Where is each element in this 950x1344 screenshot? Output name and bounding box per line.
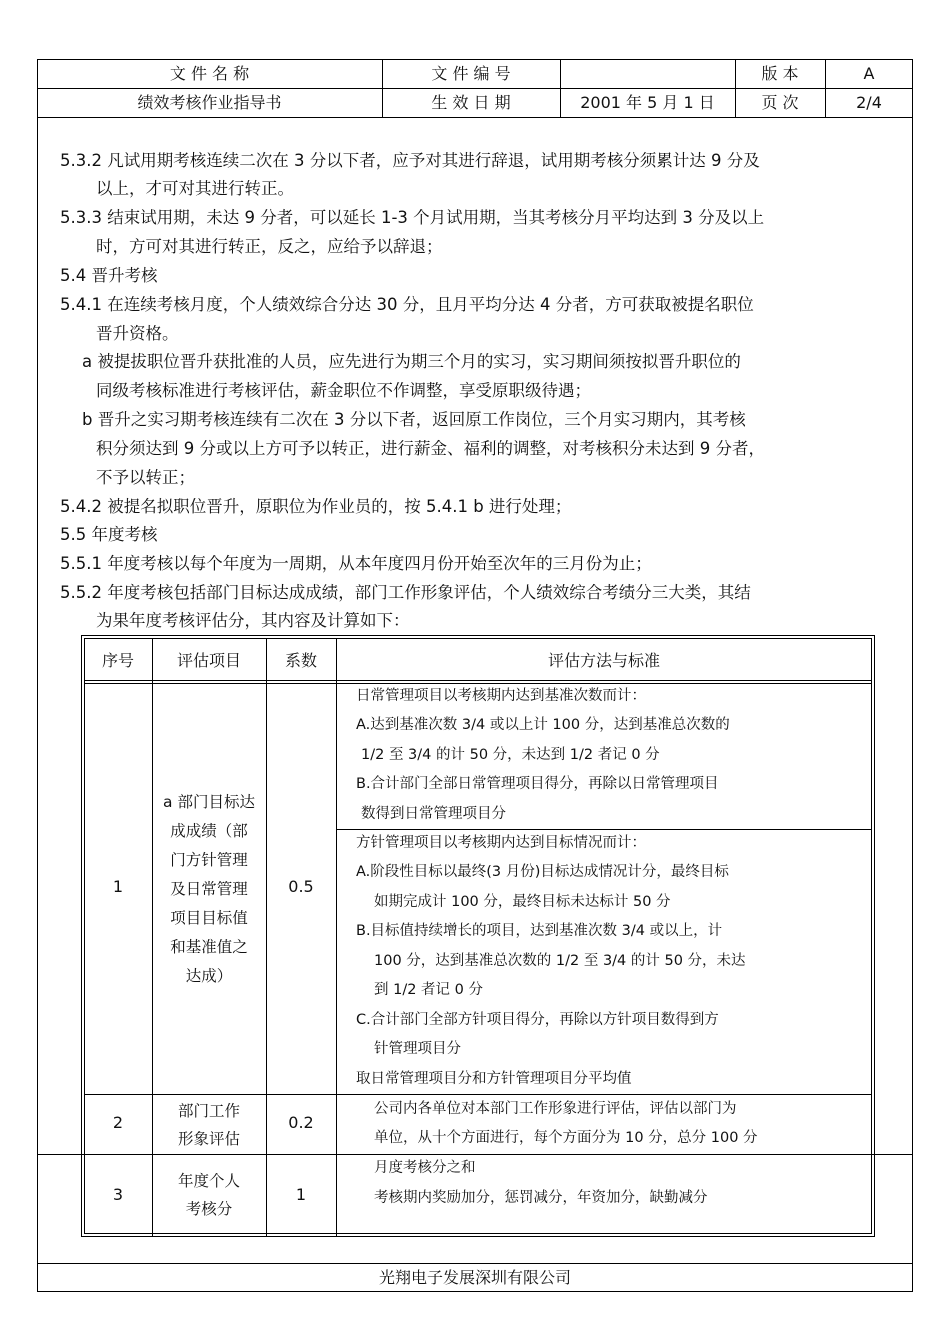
row1-policy-4: 100 分，达到基准总次数的 1/2 至 3/4 的计 50 分，未达 [374, 953, 746, 969]
clause-5-5-2-cont: 为果年度考核评估分，其内容及计算如下： [96, 611, 410, 630]
file-no-label: 文 件 编 号 [431, 64, 511, 83]
row1-daily-0: 日常管理项目以考核期内达到基准次数而计： [356, 688, 646, 704]
section-5-5-heading: 5.5 年度考核 [60, 525, 158, 544]
row1-policy-2: 如期完成计 100 分，最终目标未达标计 50 分 [374, 894, 671, 910]
clause-5-3-2-cont: 以上，才可对其进行转正。 [96, 179, 294, 198]
row1-policy-7: 针管理项目分 [374, 1041, 461, 1057]
row3-no: 3 [112, 1185, 124, 1204]
clause-5-4-1-a-cont: 同级考核标准进行考核评估，薪金职位不作调整，享受原职级待遇； [96, 381, 591, 400]
row1-daily-4: 数得到日常管理项目分 [361, 806, 506, 822]
row2-no: 2 [112, 1113, 124, 1132]
section-5-4-heading: 5.4 晋升考核 [60, 266, 158, 285]
row2-item: 部门工作 形象评估 [177, 1102, 240, 1148]
col-header-no: 序号 [101, 651, 134, 670]
clause-5-3-3-cont: 时，方可对其进行转正，反之，应给予以辞退； [96, 237, 443, 256]
row1-daily-3: B.合计部门全部日常管理项目得分，再除以日常管理项目 [356, 776, 719, 792]
clause-5-4-1-cont: 晋升资格。 [96, 324, 179, 343]
clause-5-4-1-b: b 晋升之实习期考核连续有二次在 3 分以下者，返回原工作岗位，三个月实习期内，其考核 [82, 410, 746, 429]
row1-policy-8: 取日常管理项目分和方针管理项目分平均值 [356, 1071, 632, 1087]
page-label: 页 次 [761, 93, 799, 112]
clause-5-4-2: 5.4.2 被提名拟职位晋升，原职位为作业员的，按 5.4.1 b 进行处理； [60, 497, 572, 516]
version-value: A [863, 64, 875, 83]
file-name-label: 文 件 名 称 [169, 64, 250, 83]
col-header-coef: 系数 [284, 651, 317, 670]
row1-no: 1 [112, 877, 124, 896]
version-label: 版 本 [761, 64, 799, 83]
row1-policy-1: A.阶段性目标以最终(3 月份)目标达成情况计分，最终目标 [356, 864, 729, 880]
row1-item: a 部门目标达 成成绩（部 门方针管理 及日常管理 项目目标值 和基准值之 达成） [163, 793, 255, 985]
row3-method-0: 月度考核分之和 [374, 1160, 476, 1176]
row3-coef: 1 [295, 1185, 307, 1204]
row1-daily-1: A.达到基准次数 3/4 或以上计 100 分，达到基准总次数的 [356, 717, 730, 733]
row3-item: 年度个人 考核分 [177, 1172, 240, 1218]
row1-policy-6: C.合计部门全部方针项目得分，再除以方针项目数得到方 [356, 1012, 719, 1028]
row1-policy-5: 到 1/2 者记 0 分 [374, 982, 483, 998]
row2-method-1: 单位，从十个方面进行，每个方面分为 10 分，总分 100 分 [374, 1130, 758, 1146]
clause-5-5-2: 5.5.2 年度考核包括部门目标达成成绩，部门工作形象评估，个人绩效综合考绩分三大类，其结 [60, 583, 751, 602]
clause-5-3-2: 5.3.2 凡试用期考核连续二次在 3 分以下者，应予对其进行辞退，试用期考核分须累计达 9 分及 [60, 151, 760, 170]
clause-5-3-3: 5.3.3 结束试用期，未达 9 分者，可以延长 1-3 个月试用期，当其考核分月平均达到 3 分及以上 [60, 208, 765, 227]
clause-5-4-1-b-cont2: 不予以转正； [96, 468, 195, 487]
row2-coef: 0.2 [288, 1113, 314, 1132]
row3-method-1: 考核期内奖励加分，惩罚减分，年资加分，缺勤减分 [374, 1190, 708, 1206]
clause-5-4-1-a: a 被提拔职位晋升获批准的人员，应先进行为期三个月的实习，实习期间须按拟晋升职位的 [82, 352, 741, 371]
footer-divider [37, 1263, 913, 1264]
effective-date-label: 生 效 日 期 [431, 93, 511, 112]
clause-5-4-1: 5.4.1 在连续考核月度，个人绩效综合分达 30 分，且月平均分达 4 分者，方可获取被提名职位 [60, 295, 754, 314]
row1-policy-3: B.目标值持续增长的项目，达到基准次数 3/4 或以上，计 [356, 923, 723, 939]
col-header-item: 评估项目 [176, 651, 241, 670]
clause-5-5-1: 5.5.1 年度考核以每个年度为一周期，从本年度四月份开始至次年的三月份为止； [60, 554, 652, 573]
company-footer: 光翔电子发展深圳有限公司 [378, 1268, 571, 1287]
effective-date-value: 2001 年 5 月 1 日 [580, 93, 715, 112]
col-header-method: 评估方法与标准 [547, 651, 660, 670]
row1-policy-0: 方针管理项目以考核期内达到目标情况而计： [356, 835, 646, 851]
row2-method-0: 公司内各单位对本部门工作形象进行评估，评估以部门为 [374, 1101, 737, 1117]
clause-5-4-1-b-cont: 积分须达到 9 分或以上方可予以转正，进行薪金、福利的调整，对考核积分未达到 9 分者， [96, 439, 765, 458]
row1-coef: 0.5 [288, 877, 314, 896]
doc-title: 绩效考核作业指导书 [137, 93, 282, 112]
row1-daily-2: 1/2 至 3/4 的计 50 分，未达到 1/2 者记 0 分 [361, 747, 660, 763]
page-value: 2/4 [856, 93, 882, 112]
